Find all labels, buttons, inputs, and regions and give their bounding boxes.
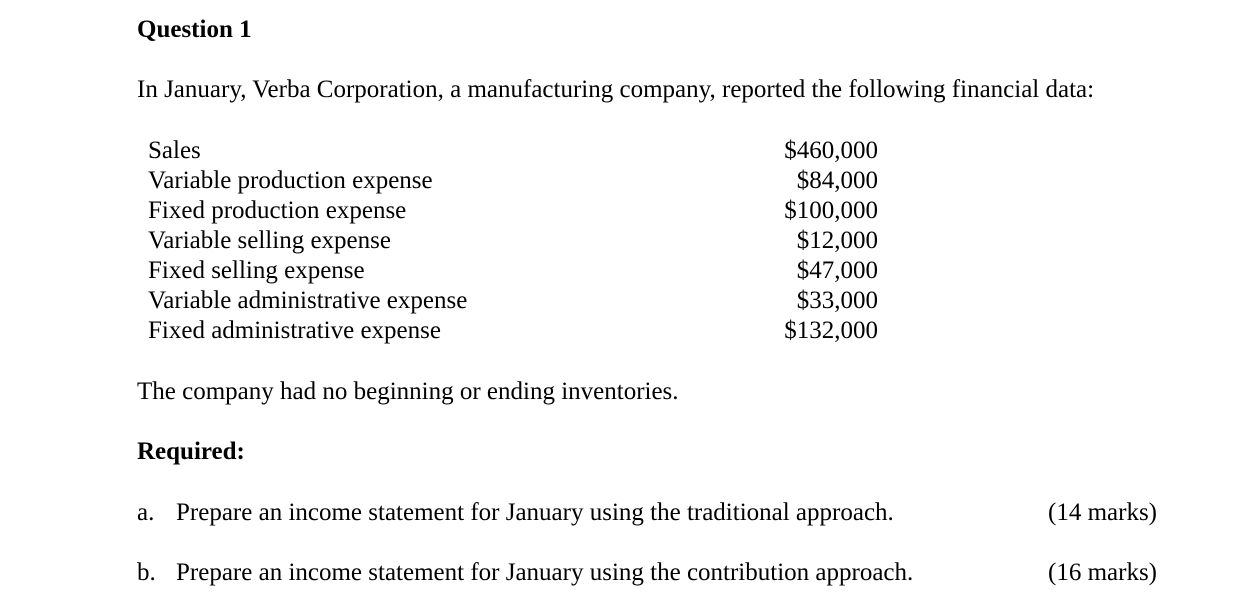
financial-data-value: $460,000: [784, 137, 878, 164]
task-item-b: [137, 555, 1157, 591]
financial-data-value: $132,000: [784, 317, 878, 344]
financial-data-row: [148, 316, 878, 346]
financial-data-row: [148, 136, 878, 166]
task-text: Prepare an income statement for January using the contribution approach.: [176, 559, 914, 586]
financial-data-table: [148, 136, 878, 346]
financial-data-label: Sales: [148, 137, 201, 164]
financial-data-label: Variable selling expense: [148, 227, 391, 254]
financial-data-label: Fixed production expense: [148, 197, 407, 224]
question-intro: In January, Verba Corporation, a manufacturing company, reported the following financial data:: [137, 76, 1095, 103]
task-marks: (14 marks): [1048, 499, 1157, 526]
financial-data-value: $84,000: [796, 167, 878, 194]
financial-data-row: [148, 286, 878, 316]
financial-data-row: [148, 166, 878, 196]
task-text: Prepare an income statement for January using the traditional approach.: [176, 499, 894, 526]
financial-data-value: $100,000: [784, 197, 878, 224]
financial-data-label: Fixed selling expense: [148, 257, 365, 284]
financial-data-value: $33,000: [796, 287, 878, 314]
required-heading: Required:: [137, 438, 245, 465]
task-marks: (16 marks): [1048, 559, 1157, 586]
financial-data-value: $47,000: [796, 257, 878, 284]
financial-data-label: Fixed administrative expense: [148, 317, 441, 344]
financial-data-label: Variable administrative expense: [148, 287, 468, 314]
inventory-note: The company had no beginning or ending inventories.: [137, 378, 679, 405]
financial-data-row: [148, 196, 878, 226]
financial-data-row: [148, 256, 878, 286]
task-item-a: [137, 495, 1157, 531]
question-title: Question 1: [137, 16, 252, 43]
task-letter: b.: [137, 559, 156, 586]
financial-data-label: Variable production expense: [148, 167, 433, 194]
financial-data-row: [148, 226, 878, 256]
financial-data-value: $12,000: [796, 227, 878, 254]
task-letter: a.: [137, 499, 155, 526]
